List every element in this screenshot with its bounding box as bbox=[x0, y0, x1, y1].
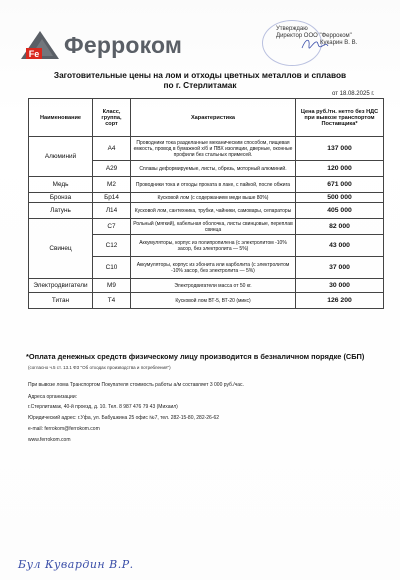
cell-grade: Т4 bbox=[93, 293, 131, 309]
law-note: (согласно ч.5 ст. 13.1 ФЗ "Об отходах производства и потребления") bbox=[28, 365, 171, 370]
cell-price: 37 000 bbox=[296, 257, 384, 279]
address-title: Адреса организации: bbox=[28, 394, 78, 400]
title-line-2: по г. Стерлитамак bbox=[163, 80, 237, 90]
header-name: Наименование bbox=[29, 99, 93, 137]
cell-grade: А29 bbox=[93, 161, 131, 177]
header-desc: Характеристика bbox=[131, 99, 296, 137]
cell-price: 500 000 bbox=[296, 193, 384, 203]
cell-desc: Проводники тока и отходы проката в лаке, с пайкой, после обжига bbox=[131, 177, 296, 193]
director-signature bbox=[300, 34, 330, 52]
cell-grade: А4 bbox=[93, 137, 131, 161]
cell-desc: Сплавы деформируемые, листы, обрезь, моторный алюминий. bbox=[131, 161, 296, 177]
header-price: Цена руб./тн. нетто без НДС при вывозе транспортом Поставщика* bbox=[296, 99, 384, 137]
table-row bbox=[29, 203, 384, 219]
approve-label: Утверждаю bbox=[276, 26, 308, 32]
cell-name: Алюминий bbox=[29, 137, 93, 177]
table-row bbox=[29, 137, 384, 161]
price-table bbox=[28, 98, 384, 309]
table-row bbox=[29, 279, 384, 293]
cell-name: Латунь bbox=[29, 203, 93, 219]
cell-grade: Л14 bbox=[93, 203, 131, 219]
table-row bbox=[29, 193, 384, 203]
cell-desc: Кусковой лом ВТ-5, ВТ-20 (микс) bbox=[131, 293, 296, 309]
address-street: г.Стерлитамак, 40-й проезд, д. 10. Тел. 8 987 476 79 43 (Михаил) bbox=[28, 404, 178, 410]
cell-name: Электродвигатели bbox=[29, 279, 93, 293]
cell-desc: Аккумуляторы, корпус из эбонита или карболита (с электролитом -10% засор, без электролита — 5%) bbox=[131, 257, 296, 279]
cell-desc: Рольный (мягкий), кабельная оболочка, листы свинцовые, переплав свинца bbox=[131, 219, 296, 235]
title-line-1: Заготовительные цены на лом и отходы цветных металлов и сплавов bbox=[53, 70, 347, 80]
handwritten-signature: Бул Кувардин В.Р. bbox=[18, 558, 134, 571]
approve-person: Кукарин В. В. bbox=[320, 40, 358, 46]
table-header-row bbox=[29, 99, 384, 137]
cell-grade: М2 bbox=[93, 177, 131, 193]
transport-note: При вывозе лома Транспортом Покупателя стоимость работы а/м составляет 3 000 руб./час. bbox=[28, 382, 244, 388]
cell-grade: С12 bbox=[93, 235, 131, 257]
price-date: от 18.08.2025 г. bbox=[332, 91, 375, 97]
cell-price: 126 200 bbox=[296, 293, 384, 309]
cell-price: 30 000 bbox=[296, 279, 384, 293]
header-grade: Класс, группа, сорт bbox=[93, 99, 131, 137]
cell-grade: С10 bbox=[93, 257, 131, 279]
cell-desc: Аккумуляторы, корпус из полипропилена (с электролитом -10% засор, без электролита — 5%) bbox=[131, 235, 296, 257]
logo-text: Ферроком bbox=[64, 31, 183, 58]
table-row bbox=[29, 293, 384, 309]
cell-grade: Бр14 bbox=[93, 193, 131, 203]
cell-price: 120 000 bbox=[296, 161, 384, 177]
table-row bbox=[29, 219, 384, 235]
cell-price: 405 000 bbox=[296, 203, 384, 219]
page-title bbox=[0, 70, 400, 90]
cell-grade: С7 bbox=[93, 219, 131, 235]
cell-name: Свинец bbox=[29, 219, 93, 279]
cell-name: Бронза bbox=[29, 193, 93, 203]
cell-desc: Кусковой лом (с содержанием меди выше 80%) bbox=[131, 193, 296, 203]
approve-position: Директор ООО "Ферроком" bbox=[276, 33, 352, 39]
website-link[interactable]: www.ferrokom.com bbox=[28, 437, 71, 443]
logo-mark-text: Fe bbox=[28, 49, 40, 59]
cell-desc: Кусковой лом, сантехника, трубки, чайники, самовары, сепараторы bbox=[131, 203, 296, 219]
cell-price: 43 000 bbox=[296, 235, 384, 257]
address-legal: Юридический адрес: г.Уфа, ул. Бабушкина 25 офис №7, тел. 282-15-80, 282-26-62 bbox=[28, 415, 220, 421]
cell-price: 82 000 bbox=[296, 219, 384, 235]
cell-desc: Проводники тока разделанные механическим способом, пищевая емкость, провод в бумажной х/б и ПВХ изоляции, дверные, оконные профили без стальных примесей. bbox=[131, 137, 296, 161]
table-row bbox=[29, 177, 384, 193]
cell-price: 137 000 bbox=[296, 137, 384, 161]
cell-name: Титан bbox=[29, 293, 93, 309]
cell-grade: М9 bbox=[93, 279, 131, 293]
cell-desc: Электродвигатели масса от 50 кг. bbox=[131, 279, 296, 293]
cell-price: 671 000 bbox=[296, 177, 384, 193]
company-logo bbox=[20, 30, 182, 60]
email-link[interactable]: e-mail: ferrokom@ferrokom.com bbox=[28, 426, 100, 432]
cell-name: Медь bbox=[29, 177, 93, 193]
ferrokom-logo-icon bbox=[20, 30, 60, 60]
payment-note: *Оплата денежных средств физическому лицу производится в безналичном порядке (СБП) bbox=[26, 352, 365, 361]
